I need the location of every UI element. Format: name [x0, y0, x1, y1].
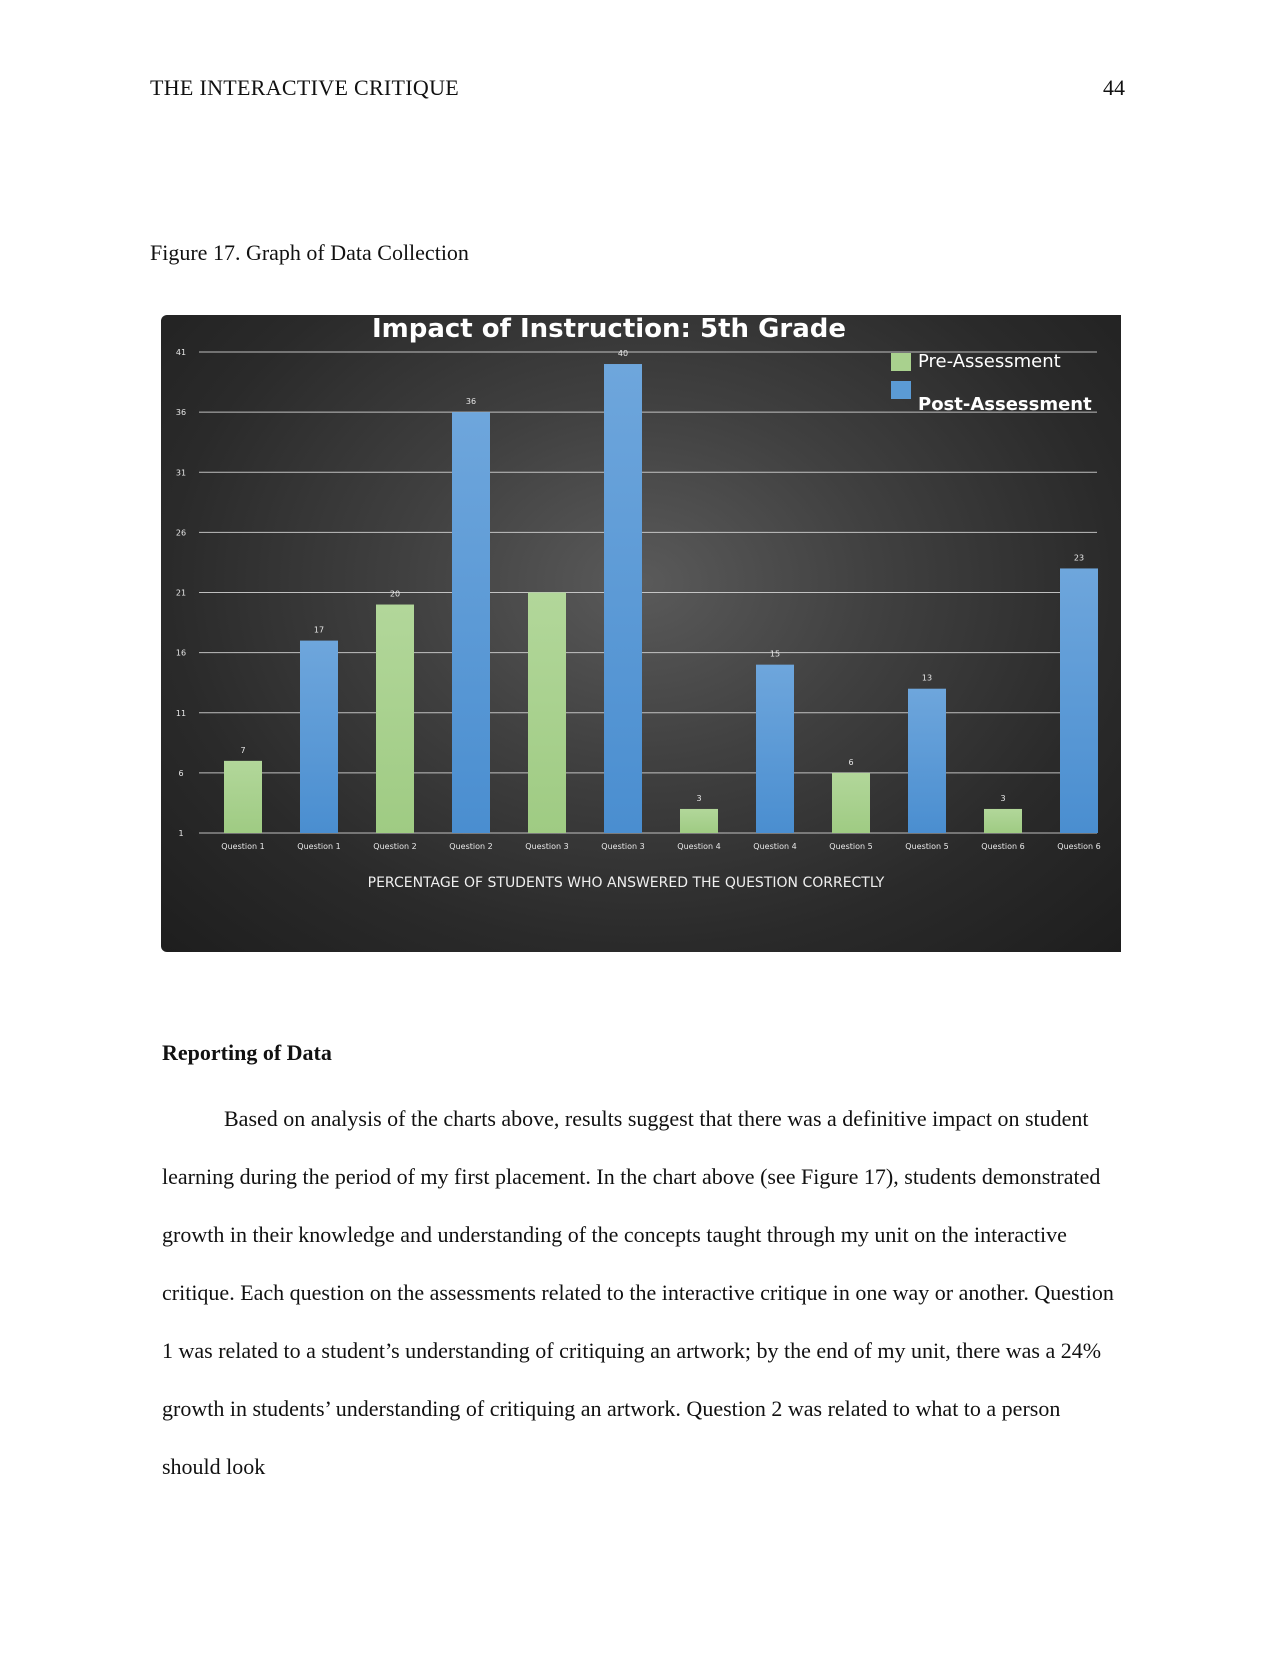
y-tick-label: 41 [175, 348, 187, 357]
y-tick-label: 1 [178, 829, 184, 838]
bar-value-label: 23 [1073, 553, 1085, 563]
legend-swatch-post [891, 381, 911, 399]
bar [528, 593, 566, 834]
bar-value-label: 3 [1000, 793, 1006, 803]
y-tick-label: 16 [175, 648, 187, 658]
chart-title: Impact of Instruction: 5th Grade [371, 315, 847, 344]
bar-value-label: 20 [389, 589, 401, 599]
bar-value-label: 17 [313, 625, 325, 635]
bar [1060, 568, 1098, 833]
y-tick-label: 6 [178, 768, 184, 778]
bar-value-label: 36 [465, 397, 477, 407]
x-tick-label: Question 4 [753, 842, 797, 851]
x-tick-label: Question 5 [829, 842, 873, 851]
x-tick-label: Question 6 [981, 842, 1025, 851]
y-tick-label: 11 [175, 708, 187, 718]
bar-value-label: 7 [240, 745, 246, 755]
y-tick-label: 31 [175, 468, 187, 478]
page-number: 44 [1103, 75, 1125, 100]
bar [224, 761, 262, 833]
bar [452, 412, 490, 833]
bar [908, 689, 946, 833]
bar [604, 364, 642, 833]
x-tick-label: Question 1 [297, 842, 341, 851]
body-paragraph: Based on analysis of the charts above, results suggest that there was a definitive impact on student learning during the period of my first placement. In the chart above (see Figure 17), students demonstrated growth in their knowledge and understanding of the concepts taught through my unit on the interactive critique. Each question on the assessments related to the interactive critique in one way or another. Question 1 was related to a student’s understanding of critiquing an artwork; by the end of my unit, there was a 24% growth in students’ understanding of critiquing an artwork. Question 2 was related to what to a person should look [162, 1106, 1114, 1479]
bar [756, 665, 794, 833]
bar [376, 605, 414, 833]
bar-value-label: 3 [696, 793, 702, 803]
y-tick-label: 21 [175, 588, 187, 598]
x-axis-label: PERCENTAGE OF STUDENTS WHO ANSWERED THE QUESTION CORRECTLY [367, 875, 885, 891]
chart-canvas [161, 315, 1121, 952]
bar [300, 641, 338, 833]
x-tick-label: Question 2 [449, 842, 493, 851]
y-tick-label: 26 [175, 528, 187, 538]
x-tick-label: Question 6 [1057, 842, 1101, 851]
bar-value-label: 40 [617, 349, 629, 359]
bar [680, 809, 718, 833]
x-tick-label: Question 4 [677, 842, 721, 851]
x-tick-label: Question 3 [525, 842, 569, 851]
x-tick-label: Question 3 [601, 842, 645, 851]
x-tick-label: Question 2 [373, 842, 417, 851]
section-heading: Reporting of Data [162, 1040, 332, 1065]
bar-value-label: 6 [848, 757, 854, 767]
bar-value-label: 15 [769, 649, 781, 659]
bar-chart [161, 315, 1121, 952]
bar [984, 809, 1022, 833]
legend-label-post: Post-Assessment [918, 394, 1092, 415]
legend-swatch-pre [891, 353, 911, 371]
bar-value-label: 13 [921, 673, 933, 683]
legend-label-pre: Pre-Assessment [918, 351, 1061, 372]
bar [832, 773, 870, 833]
y-tick-label: 36 [175, 408, 187, 418]
x-tick-label: Question 5 [905, 842, 949, 851]
figure-caption: Figure 17. Graph of Data Collection [150, 240, 469, 265]
x-tick-label: Question 1 [221, 842, 265, 851]
running-head: THE INTERACTIVE CRITIQUE [150, 75, 460, 100]
